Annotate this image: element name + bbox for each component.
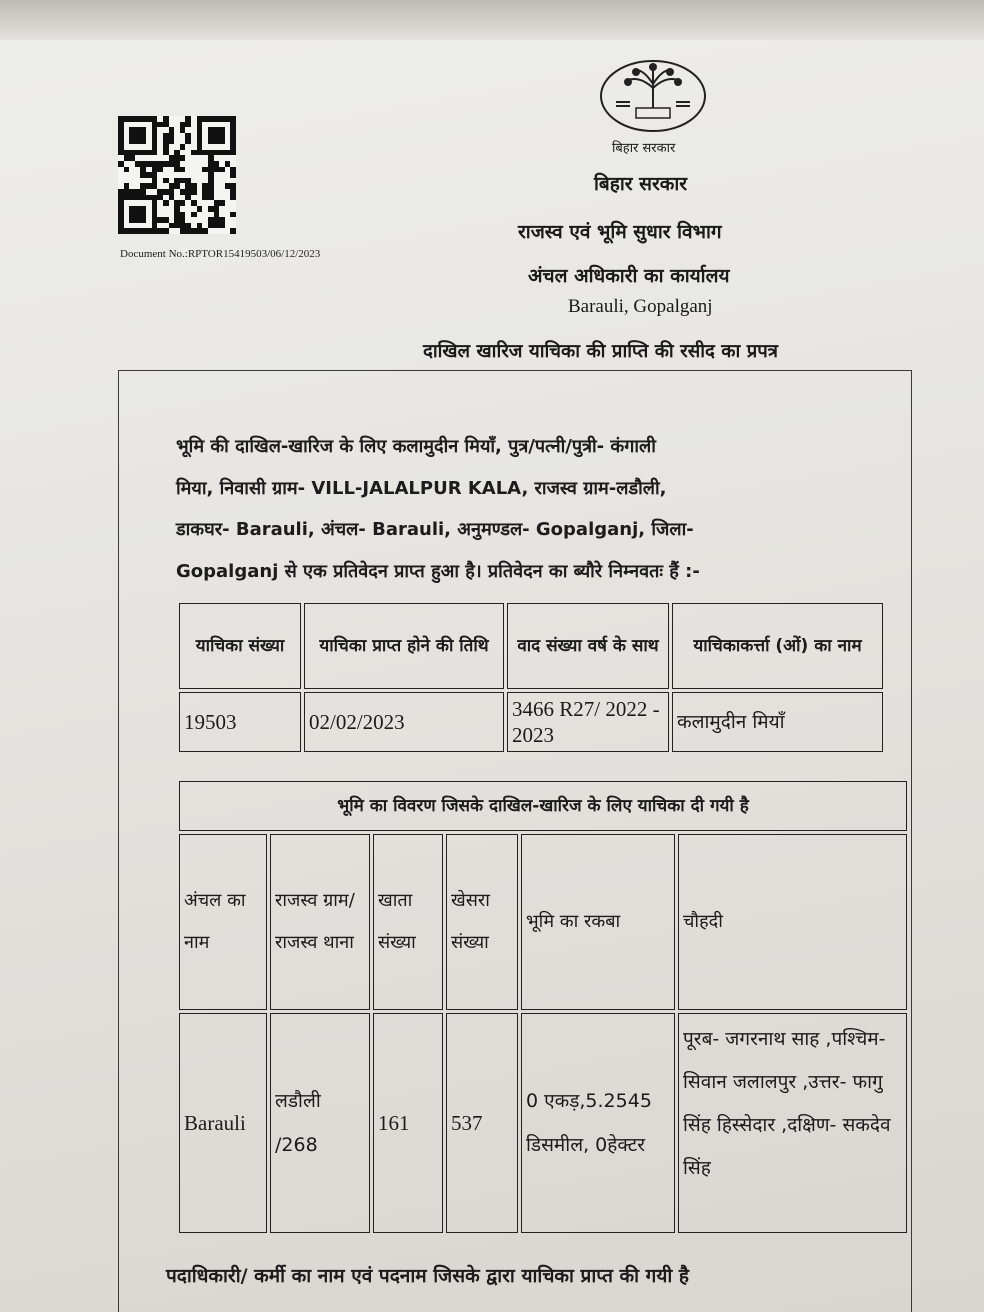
revenue-village: लडौली /268 bbox=[270, 1013, 370, 1233]
petitioner-name: कलामुदीन मियाँ bbox=[672, 692, 883, 752]
column-header: चौहदी bbox=[678, 834, 907, 1010]
paragraph-line: मिया, निवासी ग्राम- VILL-JALALPUR KALA, राजस्व ग्राम-लडौली, bbox=[176, 477, 667, 499]
paragraph-line: डाकघर- Barauli, अंचल- Barauli, अनुमण्डल- Gopalganj, जिला- bbox=[176, 519, 694, 540]
document-number: Document No.:RPTOR15419503/06/12/2023 bbox=[120, 248, 321, 260]
page-top-edge bbox=[0, 0, 984, 40]
column-header: भूमि का रकबा bbox=[521, 834, 675, 1010]
column-header: खाता संख्या bbox=[373, 834, 443, 1010]
form-title: दाखिल खारिज याचिका की प्राप्ति की रसीद का प्रपत्र bbox=[423, 341, 778, 362]
column-header: याचिका संख्या bbox=[179, 603, 301, 689]
case-number: 3466 R27/ 2022 - 2023 bbox=[507, 692, 669, 752]
land-details-table bbox=[176, 778, 910, 1236]
government-title: बिहार सरकार bbox=[594, 173, 688, 195]
column-header: वाद संख्या वर्ष के साथ bbox=[507, 603, 669, 689]
office-title: अंचल अधिकारी का कार्यालय bbox=[528, 265, 730, 287]
land-area: 0 एकड़,5.2545 डिसमील, 0हेक्टर bbox=[521, 1013, 675, 1233]
petition-date: 02/02/2023 bbox=[304, 692, 504, 752]
column-header: याचिकाकर्त्ता (ओं) का नाम bbox=[672, 603, 883, 689]
petition-number: 19503 bbox=[179, 692, 301, 752]
footer-heading: पदाधिकारी/ कर्मी का नाम एवं पदनाम जिसके द्वारा याचिका प्राप्त की गयी है bbox=[166, 1265, 690, 1287]
intro-paragraph bbox=[176, 426, 888, 592]
column-header: अंचल का नाम bbox=[179, 834, 267, 1010]
emblem-caption: बिहार सरकार bbox=[612, 141, 676, 156]
circle-name: Barauli bbox=[179, 1013, 267, 1233]
department-title: राजस्व एवं भूमि सुधार विभाग bbox=[518, 221, 722, 243]
paragraph-line: भूमि की दाखिल-खारिज के लिए कलामुदीन मियाँ, पुत्र/पत्नी/पुत्री- कंगाली bbox=[176, 436, 656, 457]
paragraph-line: Gopalganj से एक प्रतिवेदन प्राप्त हुआ है। प्रतिवेदन का ब्यौरे निम्नवतः हैं :- bbox=[176, 560, 700, 582]
column-header: खेसरा संख्या bbox=[446, 834, 518, 1010]
table-caption: भूमि का विवरण जिसके दाखिल-खारिज के लिए याचिका दी गयी है bbox=[179, 781, 907, 831]
boundaries: पूरब- जगरनाथ साह ,पश्चिम- सिवान जलालपुर ,उत्तर- फागु सिंह हिस्सेदार ,दक्षिण- सकदेव सिंह bbox=[678, 1013, 907, 1233]
bihar-emblem-icon bbox=[598, 58, 708, 134]
column-header: याचिका प्राप्त होने की तिथि bbox=[304, 603, 504, 689]
column-header: राजस्व ग्राम/ राजस्व थाना bbox=[270, 834, 370, 1010]
qr-code-icon bbox=[118, 116, 236, 234]
petition-table bbox=[176, 600, 886, 755]
khesra-number: 537 bbox=[446, 1013, 518, 1233]
khata-number: 161 bbox=[373, 1013, 443, 1233]
office-location: Barauli, Gopalganj bbox=[568, 296, 713, 317]
